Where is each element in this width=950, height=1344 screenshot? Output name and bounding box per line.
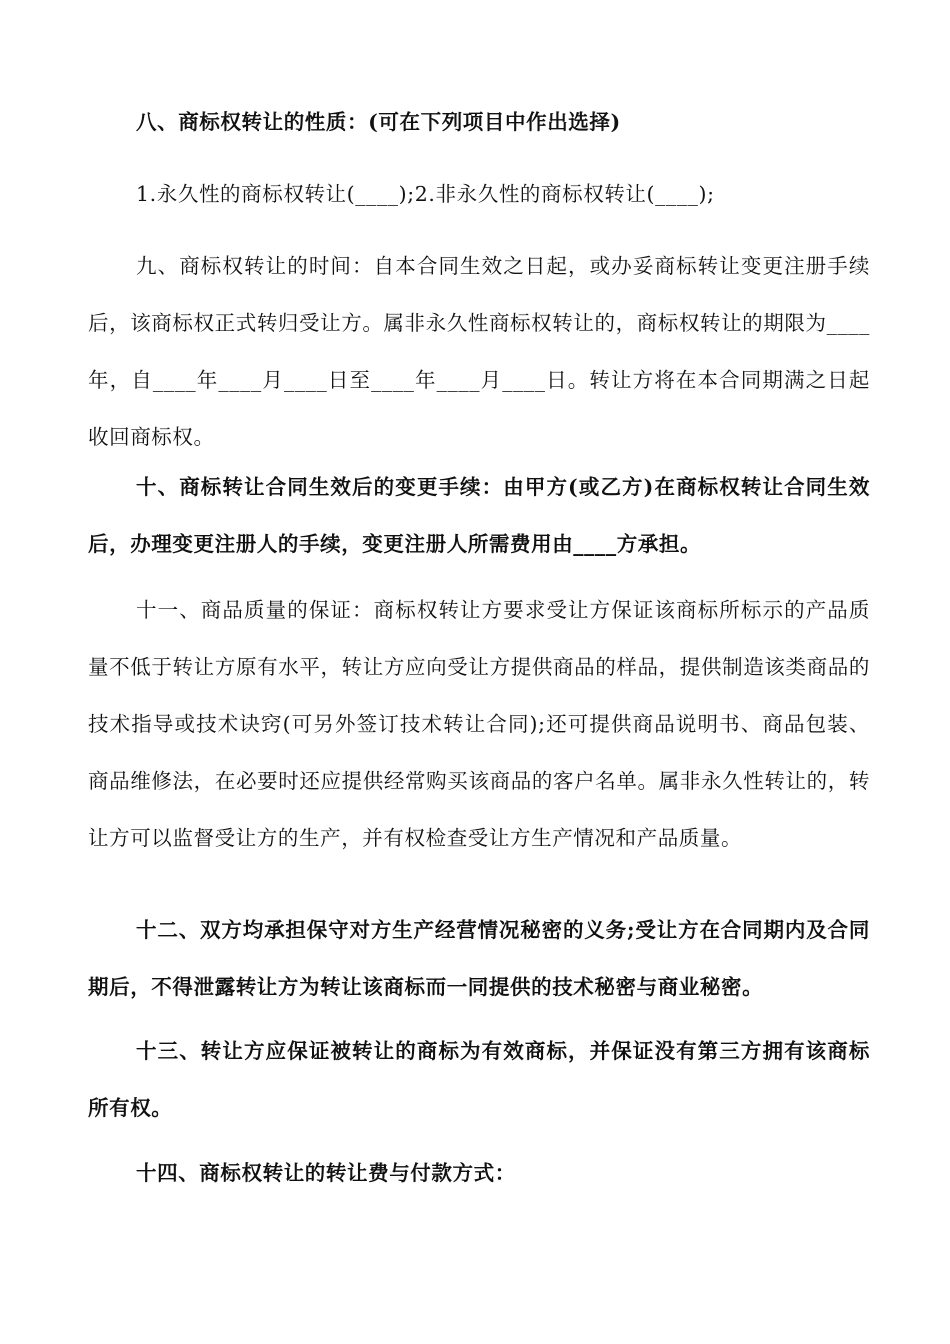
clause-14-heading: 十四、商标权转让的转让费与付款方式： (136, 1161, 516, 1185)
clause-8-heading: 八、商标权转让的性质：(可在下列项目中作出选择) (136, 110, 621, 134)
clause-10-paragraph: 十、商标转让合同生效后的变更手续：由甲方(或乙方)在商标权转让合同生效后，办理变更注册人的手续，变更注册人所需费用由____方承担。 (88, 475, 870, 556)
clause-9-paragraph: 九、商标权转让的时间：自本合同生效之日起，或办妥商标转让变更注册手续后，该商标权正式转归受让方。属非永久性商标权转让的，商标权转让的期限为____年，自____年____月____日至____年____月____日。转让方将在本合同期满之日起收回商标权。 (88, 254, 870, 449)
clause-11-paragraph: 十一、商品质量的保证：商标权转让方要求受让方保证该商标所标示的产品质量不低于转让方原有水平，转让方应向受让方提供商品的样品，提供制造该类商品的技术指导或技术诀窍(可另外签订技术转让合同);还可提供商品说明书、商品包装、商品维修法，在必要时还应提供经常购买该商品的客户名单。属非永久性转让的，转让方可以监督受让方的生产，并有权检查受让方生产情况和产品质量。 (88, 598, 870, 850)
clause-8-options: 1.永久性的商标权转让(____);2.非永久性的商标权转让(____); (136, 182, 715, 206)
clause-13-paragraph: 十三、转让方应保证被转让的商标为有效商标，并保证没有第三方拥有该商标所有权。 (88, 1039, 870, 1120)
clause-12-paragraph: 十二、双方均承担保守对方生产经营情况秘密的义务;受让方在合同期内及合同期后，不得泄露转让方为转让该商标而一同提供的技术秘密与商业秘密。 (88, 918, 870, 999)
